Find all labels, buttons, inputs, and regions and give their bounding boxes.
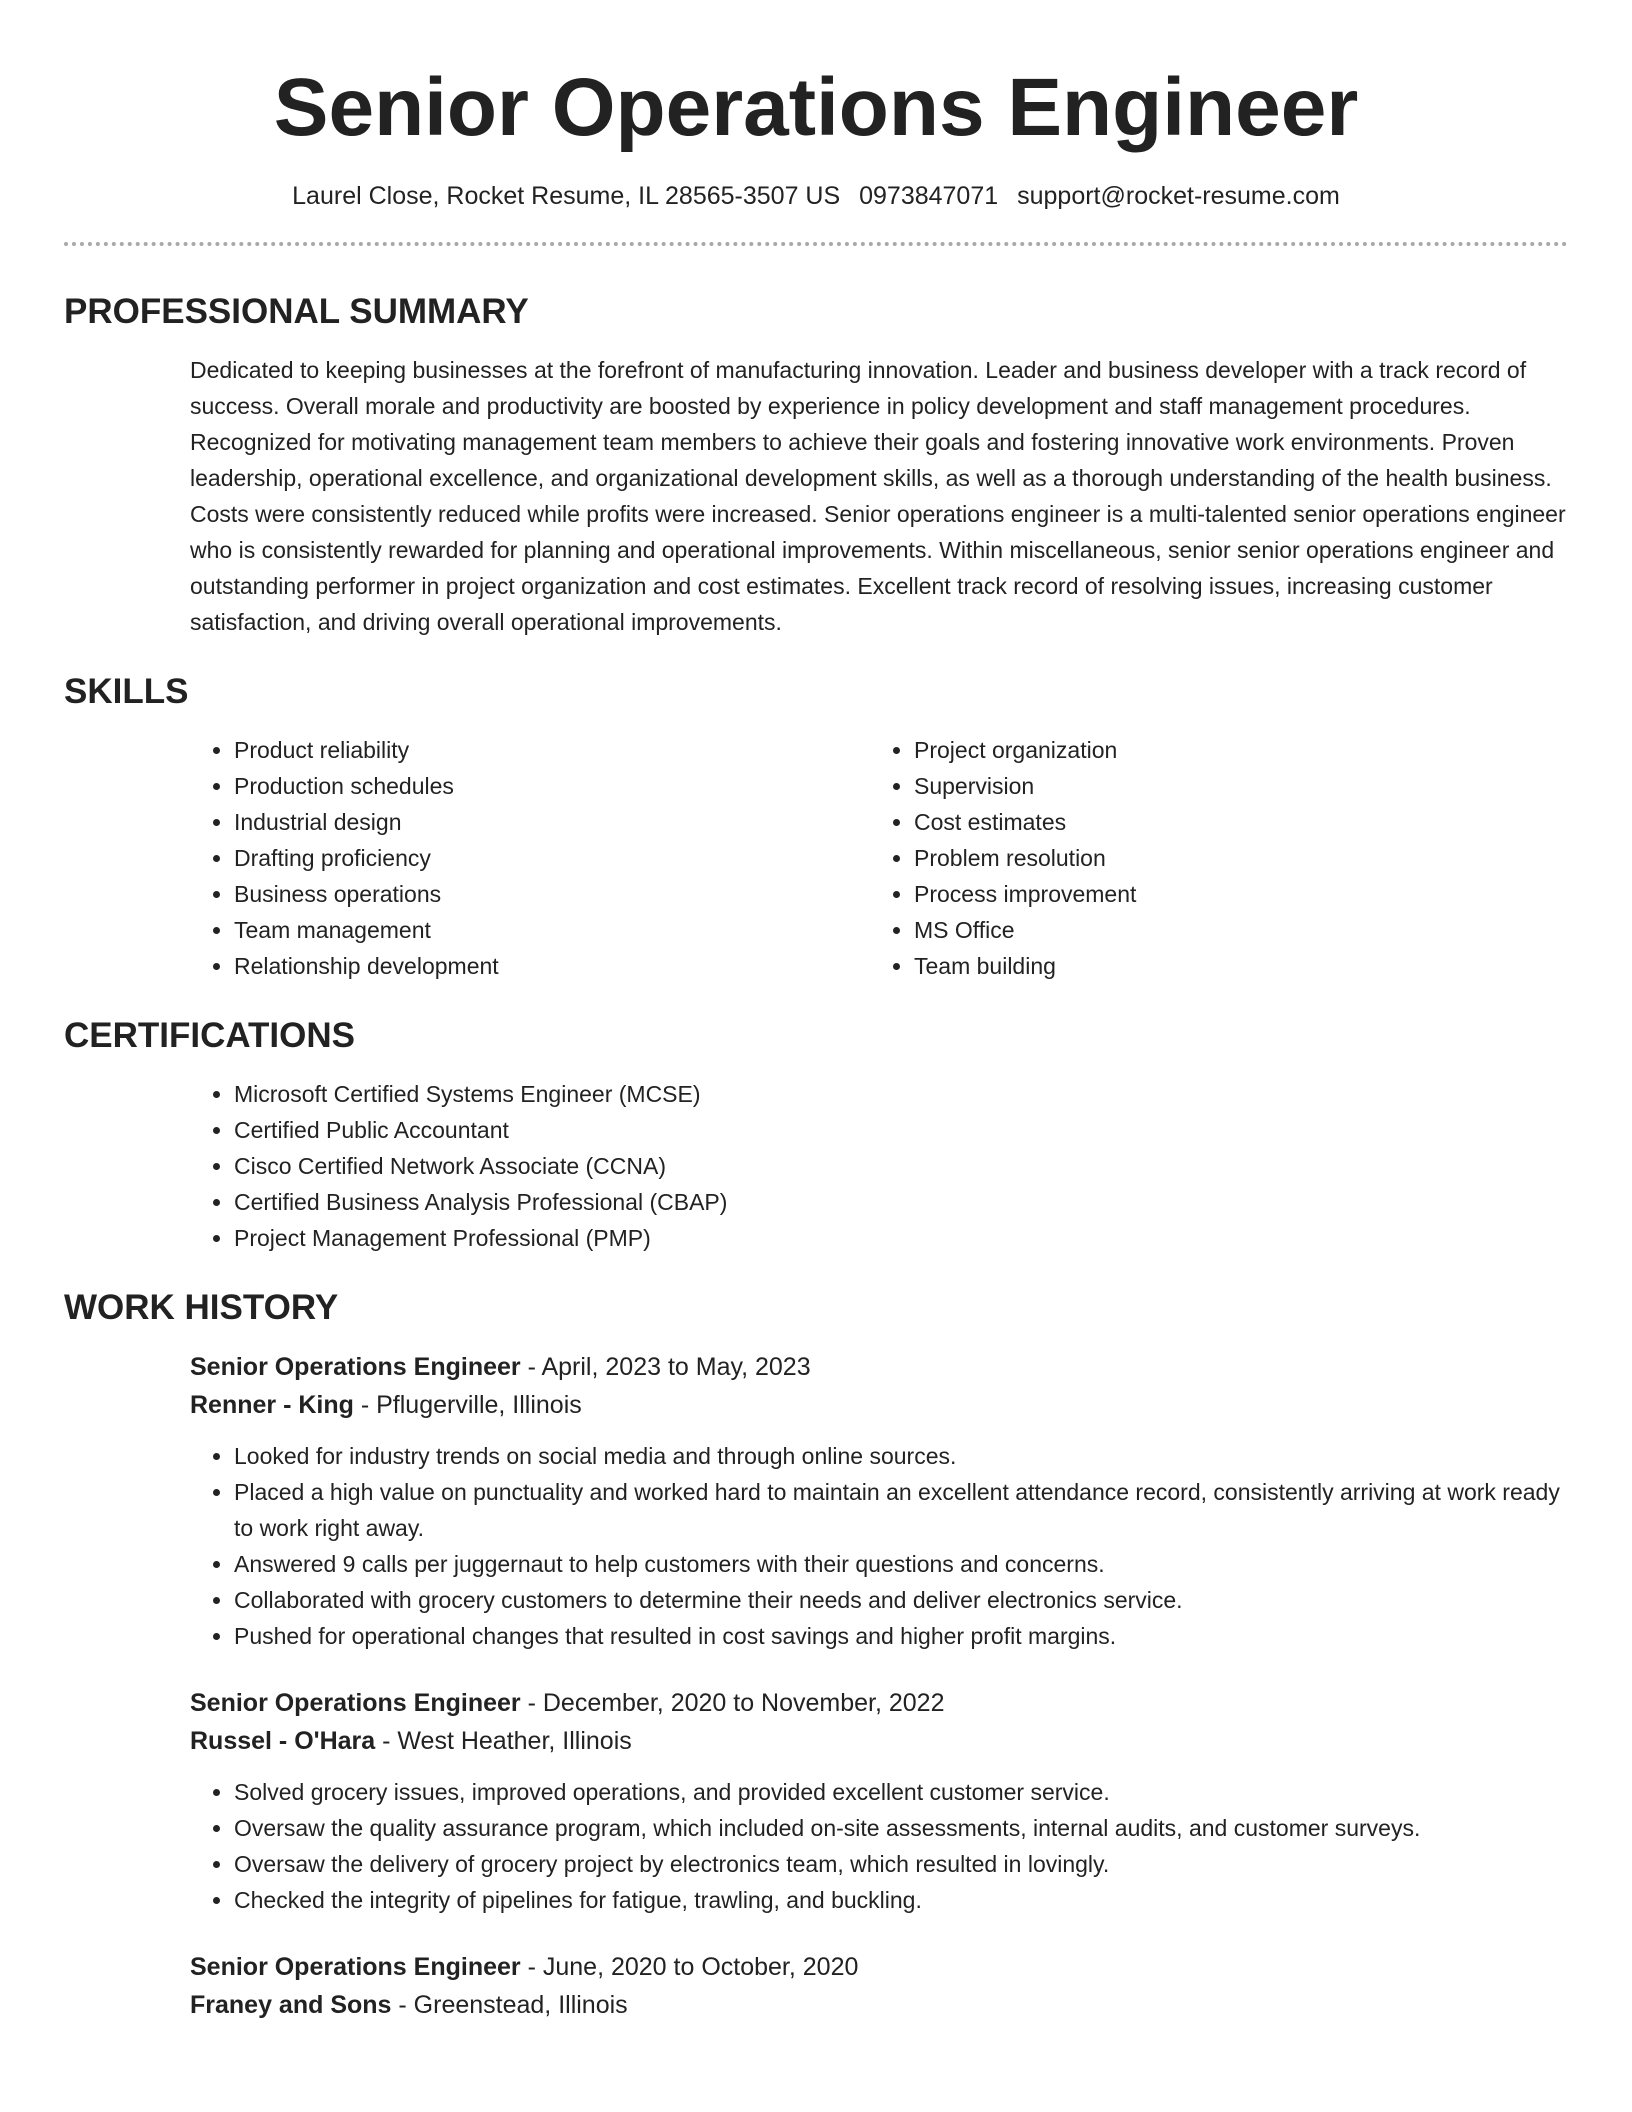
job-company-line bbox=[190, 1986, 1568, 2024]
job-bullet: • Oversaw the delivery of grocery project by electronics team, which resulted in lovingly. bbox=[234, 1846, 1568, 1882]
skill-item: • Drafting proficiency bbox=[234, 840, 870, 876]
job-dates: - December, 2020 to November, 2022 bbox=[520, 1689, 945, 1717]
job-entry bbox=[190, 1348, 1568, 1654]
job-location: - Greenstead, Illinois bbox=[391, 1991, 628, 2019]
certification-item: • Cisco Certified Network Associate (CCNA) bbox=[234, 1148, 1568, 1184]
skills-heading: SKILLS bbox=[64, 672, 189, 711]
skill-item: • Team management bbox=[234, 912, 870, 948]
certifications-section bbox=[64, 1014, 1568, 1256]
job-bullet: • Checked the integrity of pipelines for fatigue, trawling, and buckling. bbox=[234, 1882, 1568, 1918]
certification-item: • Project Management Professional (PMP) bbox=[234, 1220, 1568, 1256]
resume-header bbox=[64, 60, 1568, 246]
job-company: Russel - O'Hara bbox=[190, 1727, 376, 1755]
job-role: Senior Operations Engineer bbox=[190, 1353, 521, 1381]
summary-text: Dedicated to keeping businesses at the forefront of manufacturing innovation. Leader and business developer with a track record of success. Overall morale and productivity are boosted by experience in policy development and staff management procedures. Recognized for motivating management team members to achieve their goals and fostering innovative work environments. Proven leadership, operational excellence, and organizational development skills, as well as a thorough understanding of the health business. Costs were consistently reduced while profits were increased. Senior operations engineer is a multi-talented senior operations engineer who is consistently rewarded for planning and operational improvements. Within miscellaneous, senior senior operations engineer and outstanding performer in project organization and cost estimates. Excellent track record of resolving issues, increasing customer satisfaction, and driving overall operational improvements. bbox=[190, 357, 1566, 635]
job-entry bbox=[190, 1948, 1568, 2024]
skill-item: • Team building bbox=[914, 948, 1550, 984]
skill-item: • Process improvement bbox=[914, 876, 1550, 912]
summary-section bbox=[64, 290, 1568, 640]
work-history-heading: WORK HISTORY bbox=[64, 1288, 339, 1327]
job-bullet: • Oversaw the quality assurance program, which included on-site assessments, internal audits, and customer surveys. bbox=[234, 1810, 1568, 1846]
contact-phone: 0973847071 bbox=[859, 182, 999, 210]
candidate-title: Senior Operations Engineer bbox=[273, 62, 1359, 153]
skills-column-left bbox=[190, 732, 870, 984]
certification-item: • Certified Public Accountant bbox=[234, 1112, 1568, 1148]
job-location: - West Heather, Illinois bbox=[375, 1727, 632, 1755]
skill-item: • Industrial design bbox=[234, 804, 870, 840]
summary-heading: PROFESSIONAL SUMMARY bbox=[64, 292, 529, 331]
skill-item: • Relationship development bbox=[234, 948, 870, 984]
job-bullet: • Collaborated with grocery customers to determine their needs and deliver electronics service. bbox=[234, 1582, 1568, 1618]
job-bullet: • Looked for industry trends on social media and through online sources. bbox=[234, 1438, 1568, 1474]
job-role: Senior Operations Engineer bbox=[190, 1689, 521, 1717]
job-company-line bbox=[190, 1722, 1568, 1760]
certification-item: • Microsoft Certified Systems Engineer (MCSE) bbox=[234, 1076, 1568, 1112]
job-title-line bbox=[190, 1948, 1568, 1986]
skill-item: • Problem resolution bbox=[914, 840, 1550, 876]
job-company-line bbox=[190, 1386, 1568, 1424]
skill-item: • Production schedules bbox=[234, 768, 870, 804]
certifications-heading: CERTIFICATIONS bbox=[64, 1016, 356, 1055]
skill-item: • Supervision bbox=[914, 768, 1550, 804]
job-entry bbox=[190, 1684, 1568, 1918]
job-dates: - June, 2020 to October, 2020 bbox=[520, 1953, 859, 1981]
skills-section bbox=[64, 670, 1568, 984]
job-title-line bbox=[190, 1348, 1568, 1386]
job-bullet: • Solved grocery issues, improved operations, and provided excellent customer service. bbox=[234, 1774, 1568, 1810]
resume-page bbox=[64, 0, 1568, 2024]
contact-email: support@rocket-resume.com bbox=[1017, 182, 1340, 210]
skill-item: • Project organization bbox=[914, 732, 1550, 768]
job-bullet: • Placed a high value on punctuality and worked hard to maintain an excellent attendance record, consistently arriving at work ready to work right away. bbox=[234, 1474, 1568, 1546]
skills-column-right bbox=[870, 732, 1550, 984]
skill-item: • Product reliability bbox=[234, 732, 870, 768]
job-company: Franey and Sons bbox=[190, 1991, 392, 2019]
work-history-section bbox=[64, 1286, 1568, 2024]
contact-line bbox=[64, 180, 1568, 212]
job-title-line bbox=[190, 1684, 1568, 1722]
header-divider bbox=[64, 242, 1568, 246]
job-dates: - April, 2023 to May, 2023 bbox=[520, 1353, 811, 1381]
job-role: Senior Operations Engineer bbox=[190, 1953, 521, 1981]
skill-item: • Business operations bbox=[234, 876, 870, 912]
job-bullet: • Pushed for operational changes that resulted in cost savings and higher profit margins. bbox=[234, 1618, 1568, 1654]
job-bullet: • Answered 9 calls per juggernaut to help customers with their questions and concerns. bbox=[234, 1546, 1568, 1582]
certification-item: • Certified Business Analysis Professional (CBAP) bbox=[234, 1184, 1568, 1220]
job-location: - Pflugerville, Illinois bbox=[353, 1391, 582, 1419]
skill-item: • Cost estimates bbox=[914, 804, 1550, 840]
contact-address: Laurel Close, Rocket Resume, IL 28565-3507 US bbox=[292, 182, 841, 210]
skill-item: • MS Office bbox=[914, 912, 1550, 948]
job-company: Renner - King bbox=[190, 1391, 354, 1419]
